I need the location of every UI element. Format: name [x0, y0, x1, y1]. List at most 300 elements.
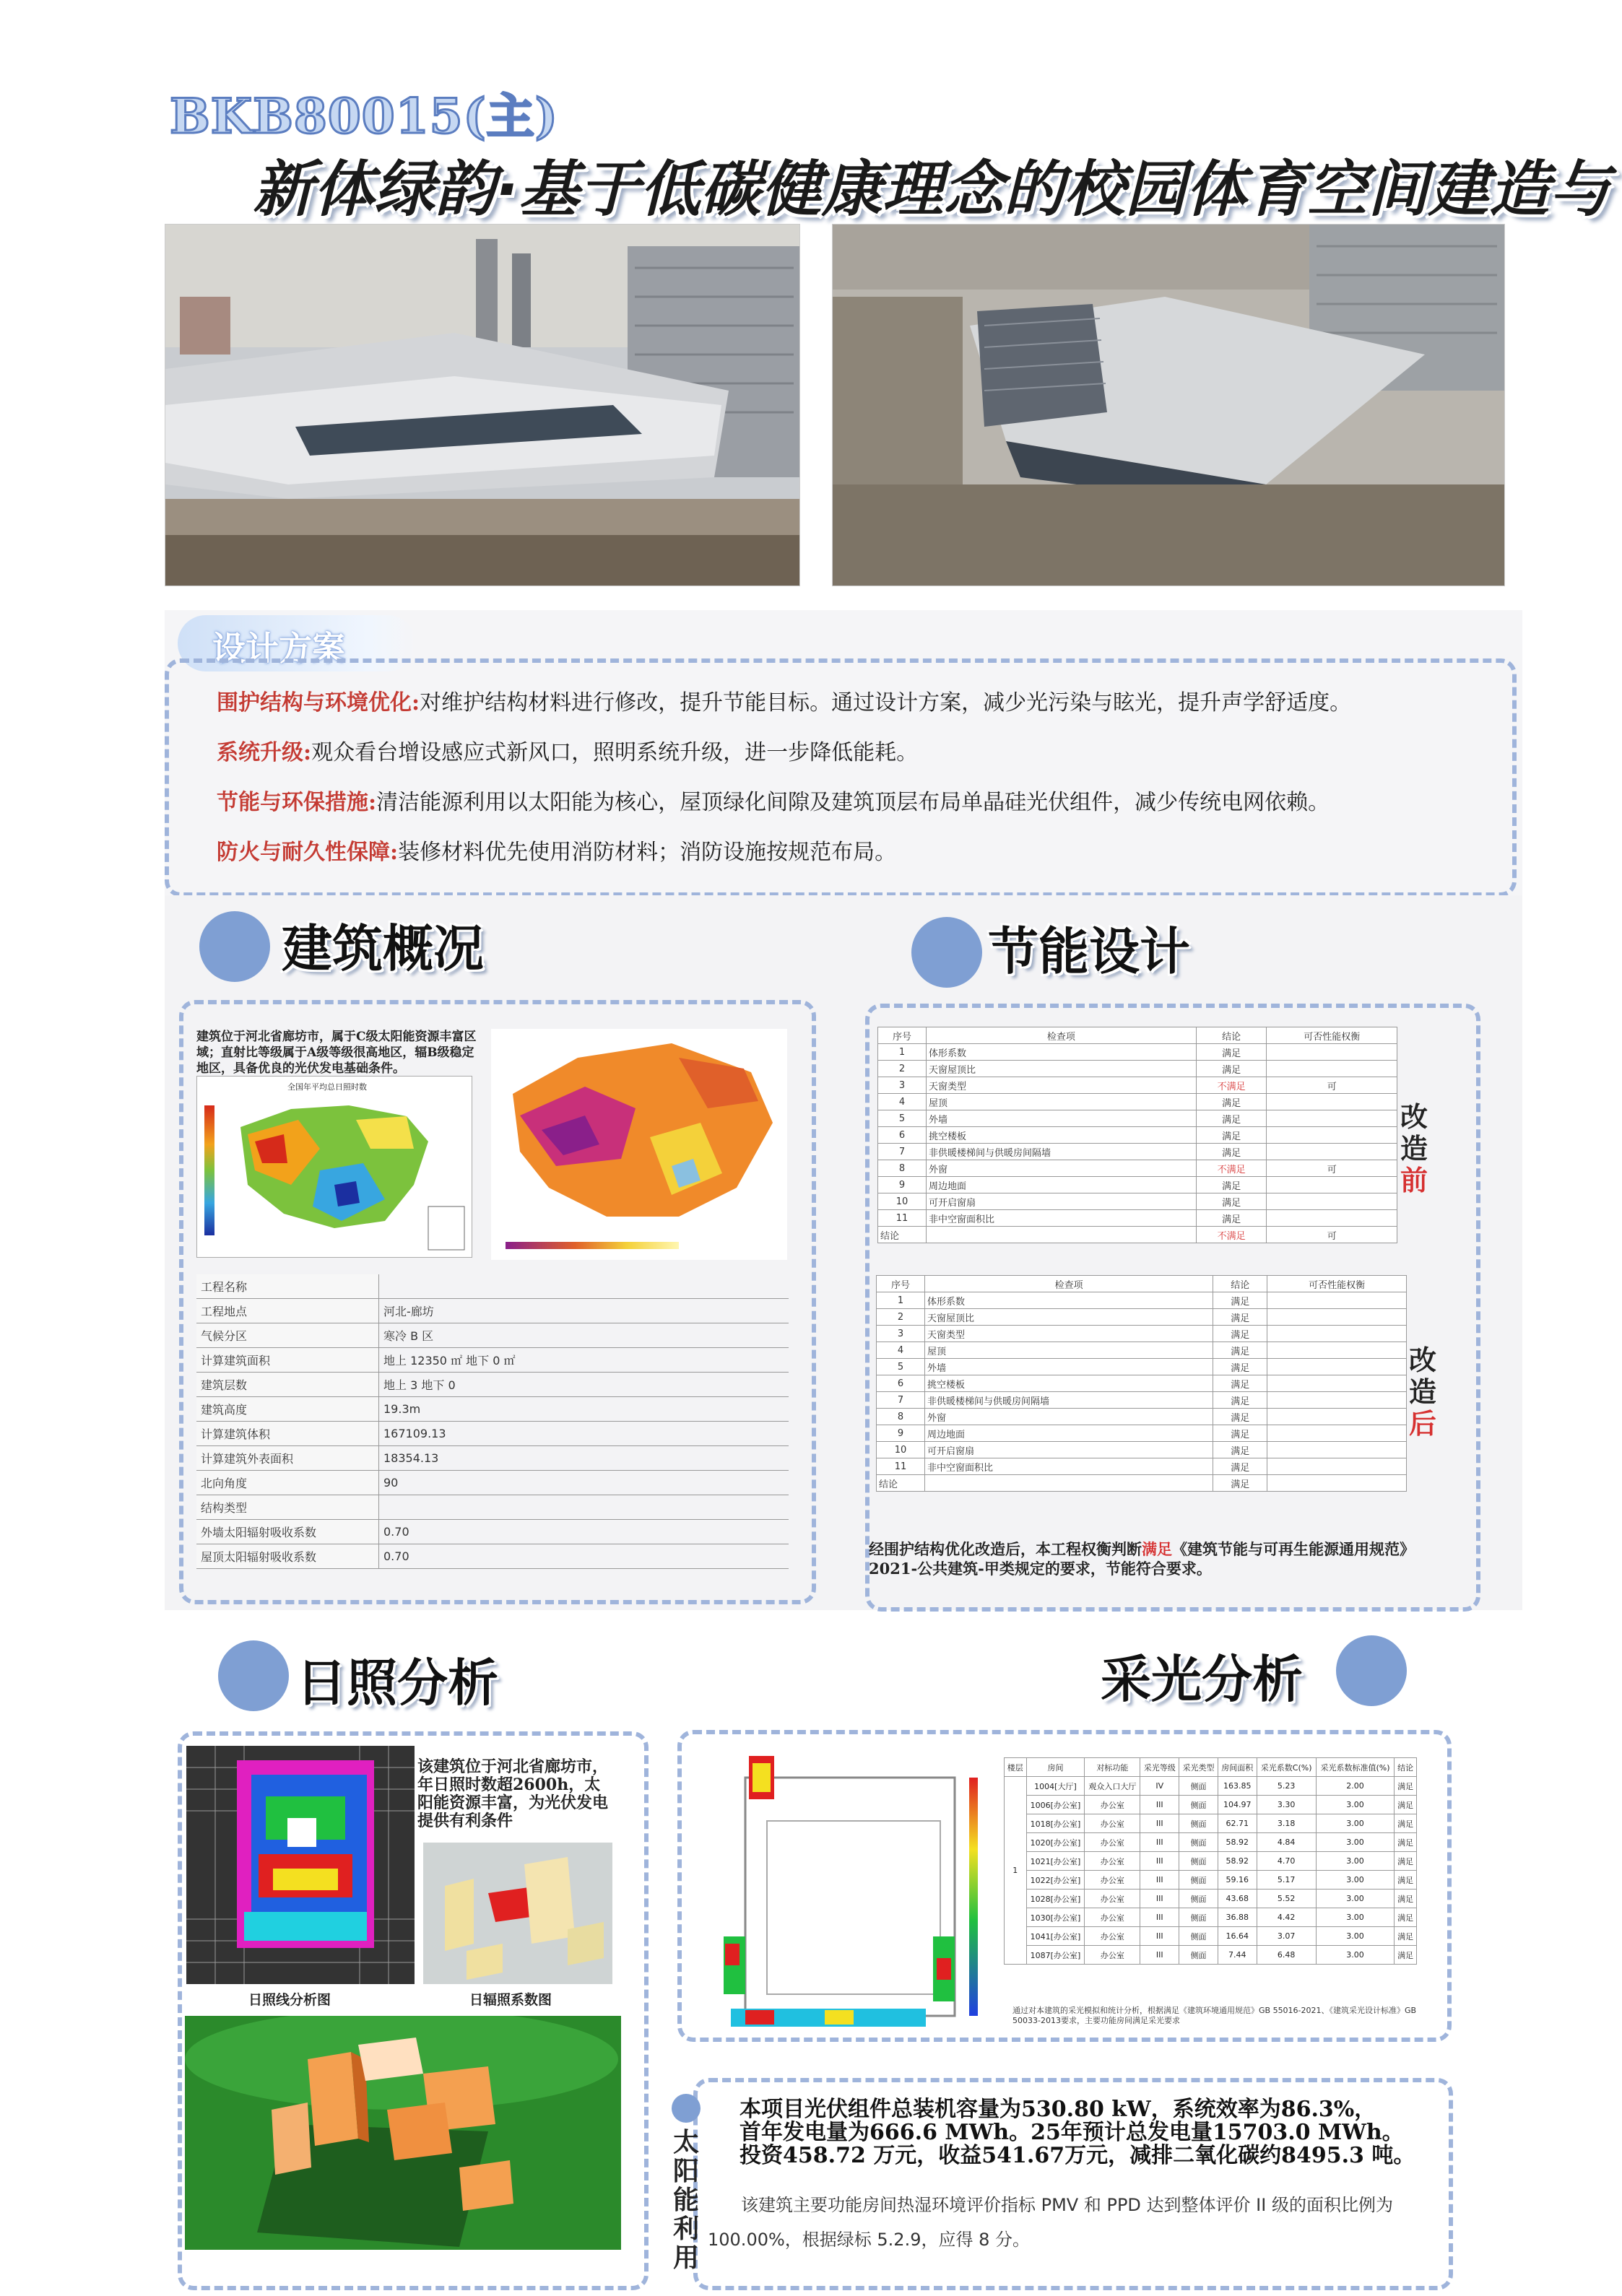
check-result: 满足 [1196, 1044, 1267, 1061]
energy-conclusion: 经围护结构优化改造后，本工程权衡判断满足《建筑节能与可再生能源通用规范》2021-公共建筑-甲类规定的要求，节能符合要求。 [869, 1540, 1415, 1578]
info-row [196, 1323, 789, 1348]
daylight-col-header: 对标功能 [1085, 1758, 1140, 1777]
daylight-cell: 3.07 [1257, 1927, 1316, 1946]
daylight-cell: 2.00 [1316, 1777, 1395, 1796]
daylight-floorplan [716, 1756, 988, 2038]
daylight-table [1004, 1757, 1417, 1965]
daylight-cell: 满足 [1395, 1908, 1417, 1927]
info-value: 地上 3 地下 0 [379, 1373, 789, 1397]
info-value: 寒冷 B 区 [379, 1323, 789, 1348]
check-item: 挑空楼板 [925, 1375, 1213, 1392]
check-row [877, 1425, 1407, 1442]
sunshine-map-title: 全国年平均总日照时数 [287, 1082, 367, 1092]
daylight-cell: 办公室 [1085, 1890, 1140, 1908]
energy-heading: 节能设计 [988, 922, 1190, 981]
check-tradeoff [1267, 1326, 1407, 1342]
check-index: 5 [877, 1359, 925, 1375]
info-key: 气候分区 [196, 1323, 379, 1348]
info-value [379, 1495, 789, 1520]
daylight-cell: 1021[办公室] [1026, 1852, 1085, 1871]
daylight-cell: 办公室 [1085, 1871, 1140, 1890]
check-index: 9 [877, 1425, 925, 1442]
daylight-cell: 办公室 [1085, 1796, 1140, 1814]
daylight-cell: 59.16 [1218, 1871, 1257, 1890]
daylight-cell: 3.00 [1316, 1796, 1395, 1814]
daylight-cell: 满足 [1395, 1852, 1417, 1871]
check-result: 满足 [1213, 1326, 1267, 1342]
daylight-cell: 侧面 [1179, 1927, 1218, 1946]
check-total-row [877, 1475, 1407, 1492]
check-tradeoff [1267, 1193, 1397, 1210]
check-tradeoff [1267, 1392, 1407, 1409]
daylight-cell: 满足 [1395, 1833, 1417, 1852]
daylight-cell: 5.17 [1257, 1871, 1316, 1890]
solar-dot [672, 2094, 701, 2123]
daylight-cell: 16.64 [1218, 1927, 1257, 1946]
solar-radiation-diagram [423, 1843, 612, 1984]
daylight-cell: IV [1140, 1777, 1179, 1796]
check-col-header: 可否性能权衡 [1267, 1276, 1407, 1292]
info-row [196, 1422, 789, 1446]
check-result: 不满足 [1196, 1077, 1267, 1094]
check-index: 3 [877, 1326, 925, 1342]
check-index: 3 [878, 1077, 927, 1094]
info-value: 90 [379, 1471, 789, 1495]
daylight-cell: 办公室 [1085, 1908, 1140, 1927]
design-item-fire: 防火与耐久性保障:装修材料优先使用消防材料；消防设施按规范布局。 [217, 840, 897, 865]
info-value [379, 1274, 789, 1299]
solar-investment-line: 投资458.72 万元，收益541.67万元，减排二氧化碳约8495.3 吨。 [740, 2143, 1415, 2168]
check-row [877, 1458, 1407, 1475]
daylight-cell: 1020[办公室] [1026, 1833, 1085, 1852]
daylight-row [1005, 1852, 1417, 1871]
check-tradeoff [1267, 1177, 1397, 1193]
daylight-row [1005, 1927, 1417, 1946]
info-value: 0.70 [379, 1520, 789, 1544]
daylight-cell: 3.18 [1257, 1814, 1316, 1833]
daylight-row [1005, 1871, 1417, 1890]
daylight-col-header: 房间面积 [1218, 1758, 1257, 1777]
sunshine-map [196, 1076, 472, 1258]
check-table-after [876, 1275, 1407, 1492]
check-row [877, 1326, 1407, 1342]
check-row [878, 1044, 1397, 1061]
daylight-col-header: 采光类型 [1179, 1758, 1218, 1777]
info-key: 计算建筑面积 [196, 1348, 379, 1373]
design-item-energy: 节能与环保措施:清洁能源利用以太阳能为核心，屋顶绿化间隙及建筑顶层布局单晶硅光伏组件，减少传统电网依赖。 [217, 790, 1330, 815]
info-value: 167109.13 [379, 1422, 789, 1446]
check-row [878, 1077, 1397, 1094]
project-title: 新体绿韵·基于低碳健康理念的校园体育空间建造与 [253, 154, 1610, 225]
daylight-cell: 7.44 [1218, 1946, 1257, 1965]
daylight-cell: 侧面 [1179, 1796, 1218, 1814]
check-row [878, 1110, 1397, 1127]
daylight-cell: 办公室 [1085, 1833, 1140, 1852]
daylight-cell: 3.00 [1316, 1852, 1395, 1871]
info-key: 屋顶太阳辐射吸收系数 [196, 1544, 379, 1569]
info-key: 计算建筑外表面积 [196, 1446, 379, 1471]
daylight-cell: 3.00 [1316, 1946, 1395, 1965]
before-label: 改 造 前 [1400, 1101, 1428, 1196]
daylight-row [1005, 1890, 1417, 1908]
check-item: 天窗屋顶比 [927, 1061, 1197, 1077]
info-value: 19.3m [379, 1397, 789, 1422]
check-index: 1 [877, 1292, 925, 1309]
check-result: 满足 [1213, 1409, 1267, 1425]
check-tradeoff [1267, 1458, 1407, 1475]
check-col-header: 检查项 [925, 1276, 1213, 1292]
check-tradeoff [1267, 1127, 1397, 1144]
check-result: 满足 [1196, 1110, 1267, 1127]
daylight-col-header: 房间 [1026, 1758, 1085, 1777]
daylight-cell: 1087[办公室] [1026, 1946, 1085, 1965]
daylight-cell: 104.97 [1218, 1796, 1257, 1814]
check-item: 天窗类型 [925, 1326, 1213, 1342]
check-tradeoff [1267, 1210, 1397, 1227]
check-row [877, 1292, 1407, 1309]
check-total-result: 不满足 [1196, 1227, 1267, 1243]
radiation-map [491, 1029, 787, 1260]
project-code: BKB80015(主) [170, 88, 559, 144]
check-result: 不满足 [1196, 1160, 1267, 1177]
daylight-note: 通过对本建筑的采光模拟和统计分析，根据满足《建筑环境通用规范》GB 55016-2021、《建筑采光设计标准》GB 50033-2013要求，主要功能房间满足采光要求 [1012, 2006, 1417, 2025]
overview-dot [199, 911, 270, 982]
daylight-col-header: 采光系数C(%) [1257, 1758, 1316, 1777]
info-row [196, 1544, 789, 1569]
sunlight-heading: 日照分析 [296, 1653, 498, 1713]
after-label: 改 造 后 [1408, 1344, 1436, 1440]
info-value: 河北-廊坊 [379, 1299, 789, 1323]
daylight-cell: 1041[办公室] [1026, 1927, 1085, 1946]
daylight-cell: 5.23 [1257, 1777, 1316, 1796]
info-key: 工程名称 [196, 1274, 379, 1299]
info-key: 计算建筑体积 [196, 1422, 379, 1446]
check-item: 外窗 [927, 1160, 1197, 1177]
check-result: 满足 [1213, 1392, 1267, 1409]
info-row [196, 1495, 789, 1520]
daylight-cell: 3.00 [1316, 1908, 1395, 1927]
daylight-cell: 侧面 [1179, 1777, 1218, 1796]
check-index: 5 [878, 1110, 927, 1127]
daylight-cell: 58.92 [1218, 1852, 1257, 1871]
sunlight-dot [218, 1640, 289, 1711]
daylight-cell: 1006[办公室] [1026, 1796, 1085, 1814]
check-item: 体形系数 [927, 1044, 1197, 1061]
daylight-dot [1336, 1635, 1407, 1706]
check-col-header: 可否性能权衡 [1267, 1027, 1397, 1044]
check-tradeoff [1267, 1144, 1397, 1160]
check-index: 4 [878, 1094, 927, 1110]
check-item: 屋顶 [927, 1094, 1197, 1110]
check-tradeoff [1267, 1375, 1407, 1392]
daylight-cell: 3.00 [1316, 1814, 1395, 1833]
check-result: 满足 [1196, 1094, 1267, 1110]
check-row [877, 1309, 1407, 1326]
check-index: 7 [877, 1392, 925, 1409]
check-row [878, 1160, 1397, 1177]
solar-radiation-caption: 日辐照系数图 [469, 1992, 552, 2008]
check-result: 满足 [1196, 1210, 1267, 1227]
daylight-cell: 办公室 [1085, 1814, 1140, 1833]
info-key: 北向角度 [196, 1471, 379, 1495]
check-index: 6 [878, 1127, 927, 1144]
daylight-cell: 满足 [1395, 1796, 1417, 1814]
check-total-result: 满足 [1213, 1475, 1267, 1492]
daylight-cell: III [1140, 1908, 1179, 1927]
check-result: 满足 [1213, 1292, 1267, 1309]
check-row [878, 1177, 1397, 1193]
daylight-col-header: 采光等级 [1140, 1758, 1179, 1777]
info-row [196, 1520, 789, 1544]
daylight-cell: III [1140, 1852, 1179, 1871]
check-index: 10 [878, 1193, 927, 1210]
check-index: 2 [878, 1061, 927, 1077]
check-total-label: 结论 [877, 1475, 925, 1492]
check-tradeoff: 可 [1267, 1160, 1397, 1177]
info-key: 工程地点 [196, 1299, 379, 1323]
check-item: 挑空楼板 [927, 1127, 1197, 1144]
daylight-col-header: 结论 [1395, 1758, 1417, 1777]
check-result: 满足 [1213, 1458, 1267, 1475]
info-key: 建筑层数 [196, 1373, 379, 1397]
daylight-row [1005, 1833, 1417, 1852]
check-index: 8 [878, 1160, 927, 1177]
check-result: 满足 [1196, 1127, 1267, 1144]
daylight-cell: III [1140, 1927, 1179, 1946]
check-row [878, 1061, 1397, 1077]
check-index: 2 [877, 1309, 925, 1326]
check-item: 天窗类型 [927, 1077, 1197, 1094]
daylight-cell: 1022[办公室] [1026, 1871, 1085, 1890]
check-total-label: 结论 [878, 1227, 927, 1243]
daylight-cell: 满足 [1395, 1927, 1417, 1946]
check-item: 可开启窗扇 [927, 1193, 1197, 1210]
daylight-cell: III [1140, 1946, 1179, 1965]
daylight-heading: 采光分析 [1101, 1650, 1303, 1709]
daylight-cell: 4.70 [1257, 1852, 1316, 1871]
check-row [878, 1210, 1397, 1227]
sunlight-desc: 该建筑位于河北省廊坊市，年日照时数超2600h，太阳能资源丰富，为光伏发电提供有利条件 [417, 1757, 609, 1830]
check-row [878, 1127, 1397, 1144]
overview-heading: 建筑概况 [282, 919, 484, 978]
check-index: 4 [877, 1342, 925, 1359]
daylight-cell: 3.00 [1316, 1833, 1395, 1852]
solar-label: 太 阳 能 利 用 [672, 2128, 699, 2273]
check-item: 外墙 [925, 1359, 1213, 1375]
check-row [877, 1442, 1407, 1458]
daylight-cell: 6.48 [1257, 1946, 1316, 1965]
daylight-col-header: 楼层 [1005, 1758, 1027, 1777]
check-index: 10 [877, 1442, 925, 1458]
daylight-cell: 3.00 [1316, 1871, 1395, 1890]
check-col-header: 序号 [878, 1027, 927, 1044]
info-value: 18354.13 [379, 1446, 789, 1471]
daylight-cell: 3.30 [1257, 1796, 1316, 1814]
daylight-cell: 5.52 [1257, 1890, 1316, 1908]
check-index: 11 [878, 1210, 927, 1227]
daylight-cell: 满足 [1395, 1871, 1417, 1890]
daylight-cell: III [1140, 1814, 1179, 1833]
pmv-line-2: 100.00%，根据绿标 5.2.9，应得 8 分。 [708, 2230, 1031, 2250]
check-item: 外墙 [927, 1110, 1197, 1127]
check-col-header: 结论 [1213, 1276, 1267, 1292]
daylight-cell: 62.71 [1218, 1814, 1257, 1833]
check-index: 1 [878, 1044, 927, 1061]
info-value: 0.70 [379, 1544, 789, 1569]
daylight-row [1005, 1796, 1417, 1814]
daylight-cell: 4.42 [1257, 1908, 1316, 1927]
check-row [877, 1342, 1407, 1359]
info-key: 结构类型 [196, 1495, 379, 1520]
daylight-cell: 3.00 [1316, 1890, 1395, 1908]
check-result: 满足 [1213, 1375, 1267, 1392]
sunlight-line-diagram [186, 1746, 415, 1984]
check-row [877, 1375, 1407, 1392]
check-tradeoff [1267, 1409, 1407, 1425]
sunlight-line-caption: 日照线分析图 [248, 1992, 331, 2008]
check-total-tradeoff: 可 [1267, 1227, 1397, 1243]
building-info-table [196, 1274, 789, 1569]
daylight-cell: 58.92 [1218, 1833, 1257, 1852]
check-col-header: 检查项 [927, 1027, 1197, 1044]
check-col-header: 结论 [1196, 1027, 1267, 1044]
energy-dot [911, 917, 982, 988]
daylight-cell: 163.85 [1218, 1777, 1257, 1796]
daylight-cell: III [1140, 1833, 1179, 1852]
check-index: 6 [877, 1375, 925, 1392]
daylight-floor: 1 [1005, 1777, 1027, 1965]
check-tradeoff [1267, 1442, 1407, 1458]
daylight-cell: III [1140, 1890, 1179, 1908]
check-tradeoff [1267, 1359, 1407, 1375]
daylight-cell: 办公室 [1085, 1852, 1140, 1871]
check-row [877, 1409, 1407, 1425]
daylight-row [1005, 1908, 1417, 1927]
check-item: 体形系数 [925, 1292, 1213, 1309]
check-item: 周边地面 [927, 1177, 1197, 1193]
daylight-cell: 侧面 [1179, 1890, 1218, 1908]
daylight-row [1005, 1946, 1417, 1965]
check-item: 天窗屋顶比 [925, 1309, 1213, 1326]
check-index: 9 [878, 1177, 927, 1193]
check-row [878, 1094, 1397, 1110]
info-key: 建筑高度 [196, 1397, 379, 1422]
daylight-cell: 侧面 [1179, 1871, 1218, 1890]
check-row [878, 1144, 1397, 1160]
check-item: 屋顶 [925, 1342, 1213, 1359]
info-row [196, 1299, 789, 1323]
aerial-photo-left [165, 224, 800, 586]
daylight-cell: 36.88 [1218, 1908, 1257, 1927]
daylight-cell: III [1140, 1871, 1179, 1890]
check-result: 满足 [1213, 1309, 1267, 1326]
info-row [196, 1446, 789, 1471]
daylight-cell: 1028[办公室] [1026, 1890, 1085, 1908]
design-item-system: 系统升级:观众看台增设感应式新风口，照明系统升级，进一步降低能耗。 [217, 740, 919, 765]
daylight-cell: 办公室 [1085, 1946, 1140, 1965]
design-item-envelope: 围护结构与环境优化:对维护结构材料进行修改，提升节能目标。通过设计方案，减少光污染与眩光，提升声学舒适度。 [217, 690, 1352, 716]
aerial-photo-right [832, 224, 1505, 586]
daylight-row [1005, 1814, 1417, 1833]
daylight-col-header: 采光系数标准值(%) [1316, 1758, 1395, 1777]
check-index: 11 [877, 1458, 925, 1475]
check-item: 外窗 [925, 1409, 1213, 1425]
check-table-before [877, 1027, 1397, 1243]
info-row [196, 1397, 789, 1422]
daylight-cell: 侧面 [1179, 1833, 1218, 1852]
check-row [877, 1359, 1407, 1375]
check-col-header: 序号 [877, 1276, 925, 1292]
check-tradeoff [1267, 1110, 1397, 1127]
daylight-cell: 43.68 [1218, 1890, 1257, 1908]
check-result: 满足 [1213, 1359, 1267, 1375]
info-row [196, 1274, 789, 1299]
daylight-row [1005, 1777, 1417, 1796]
check-result: 满足 [1213, 1342, 1267, 1359]
daylight-cell: 满足 [1395, 1890, 1417, 1908]
daylight-cell: 观众入口大厅 [1085, 1777, 1140, 1796]
check-tradeoff [1267, 1094, 1397, 1110]
check-result: 满足 [1196, 1193, 1267, 1210]
check-row [877, 1392, 1407, 1409]
daylight-cell: 满足 [1395, 1777, 1417, 1796]
daylight-cell: 1030[办公室] [1026, 1908, 1085, 1927]
design-plan-title: 设计方案 [212, 629, 345, 668]
daylight-cell: 3.00 [1316, 1927, 1395, 1946]
check-item: 非中空窗面积比 [925, 1458, 1213, 1475]
info-row [196, 1373, 789, 1397]
daylight-cell: 4.84 [1257, 1833, 1316, 1852]
daylight-cell: 侧面 [1179, 1852, 1218, 1871]
check-tradeoff [1267, 1292, 1407, 1309]
daylight-cell: III [1140, 1796, 1179, 1814]
check-total-row [878, 1227, 1397, 1243]
info-key: 外墙太阳辐射吸收系数 [196, 1520, 379, 1544]
daylight-cell: 侧面 [1179, 1814, 1218, 1833]
check-result: 满足 [1213, 1425, 1267, 1442]
info-row [196, 1471, 789, 1495]
shadow-3d-model [185, 2016, 621, 2250]
check-result: 满足 [1196, 1061, 1267, 1077]
check-item: 非供暖楼梯间与供暖房间隔墙 [925, 1392, 1213, 1409]
check-total-tradeoff [1267, 1475, 1407, 1492]
check-index: 7 [878, 1144, 927, 1160]
check-result: 满足 [1196, 1177, 1267, 1193]
daylight-cell: 办公室 [1085, 1927, 1140, 1946]
daylight-cell: 侧面 [1179, 1908, 1218, 1927]
check-tradeoff [1267, 1425, 1407, 1442]
check-tradeoff [1267, 1061, 1397, 1077]
overview-intro: 建筑位于河北省廊坊市，属于C级太阳能资源丰富区域；直射比等级属于A级等级很高地区，辐B级稳定地区，具备优良的光伏发电基础条件。 [196, 1030, 477, 1076]
solar-capacity-line: 本项目光伏组件总装机容量为530.80 kW，系统效率为86.3%， [740, 2097, 1376, 2122]
solar-generation-line: 首年发电量为666.6 MWh。25年预计总发电量15703.0 MWh。 [740, 2120, 1404, 2145]
daylight-cell: 满足 [1395, 1946, 1417, 1965]
check-item: 非供暖楼梯间与供暖房间隔墙 [927, 1144, 1197, 1160]
check-item: 周边地面 [925, 1425, 1213, 1442]
check-tradeoff [1267, 1044, 1397, 1061]
check-row [878, 1193, 1397, 1210]
daylight-cell: 满足 [1395, 1814, 1417, 1833]
daylight-cell: 1018[办公室] [1026, 1814, 1085, 1833]
check-result: 满足 [1213, 1442, 1267, 1458]
check-item: 非中空窗面积比 [927, 1210, 1197, 1227]
info-row [196, 1348, 789, 1373]
check-tradeoff [1267, 1342, 1407, 1359]
daylight-cell: 侧面 [1179, 1946, 1218, 1965]
pmv-line-1: 该建筑主要功能房间热湿环境评价指标 PMV 和 PPD 达到整体评价 II 级的面积比例为 [741, 2195, 1393, 2215]
check-tradeoff: 可 [1267, 1077, 1397, 1094]
info-value: 地上 12350 ㎡ 地下 0 ㎡ [379, 1348, 789, 1373]
